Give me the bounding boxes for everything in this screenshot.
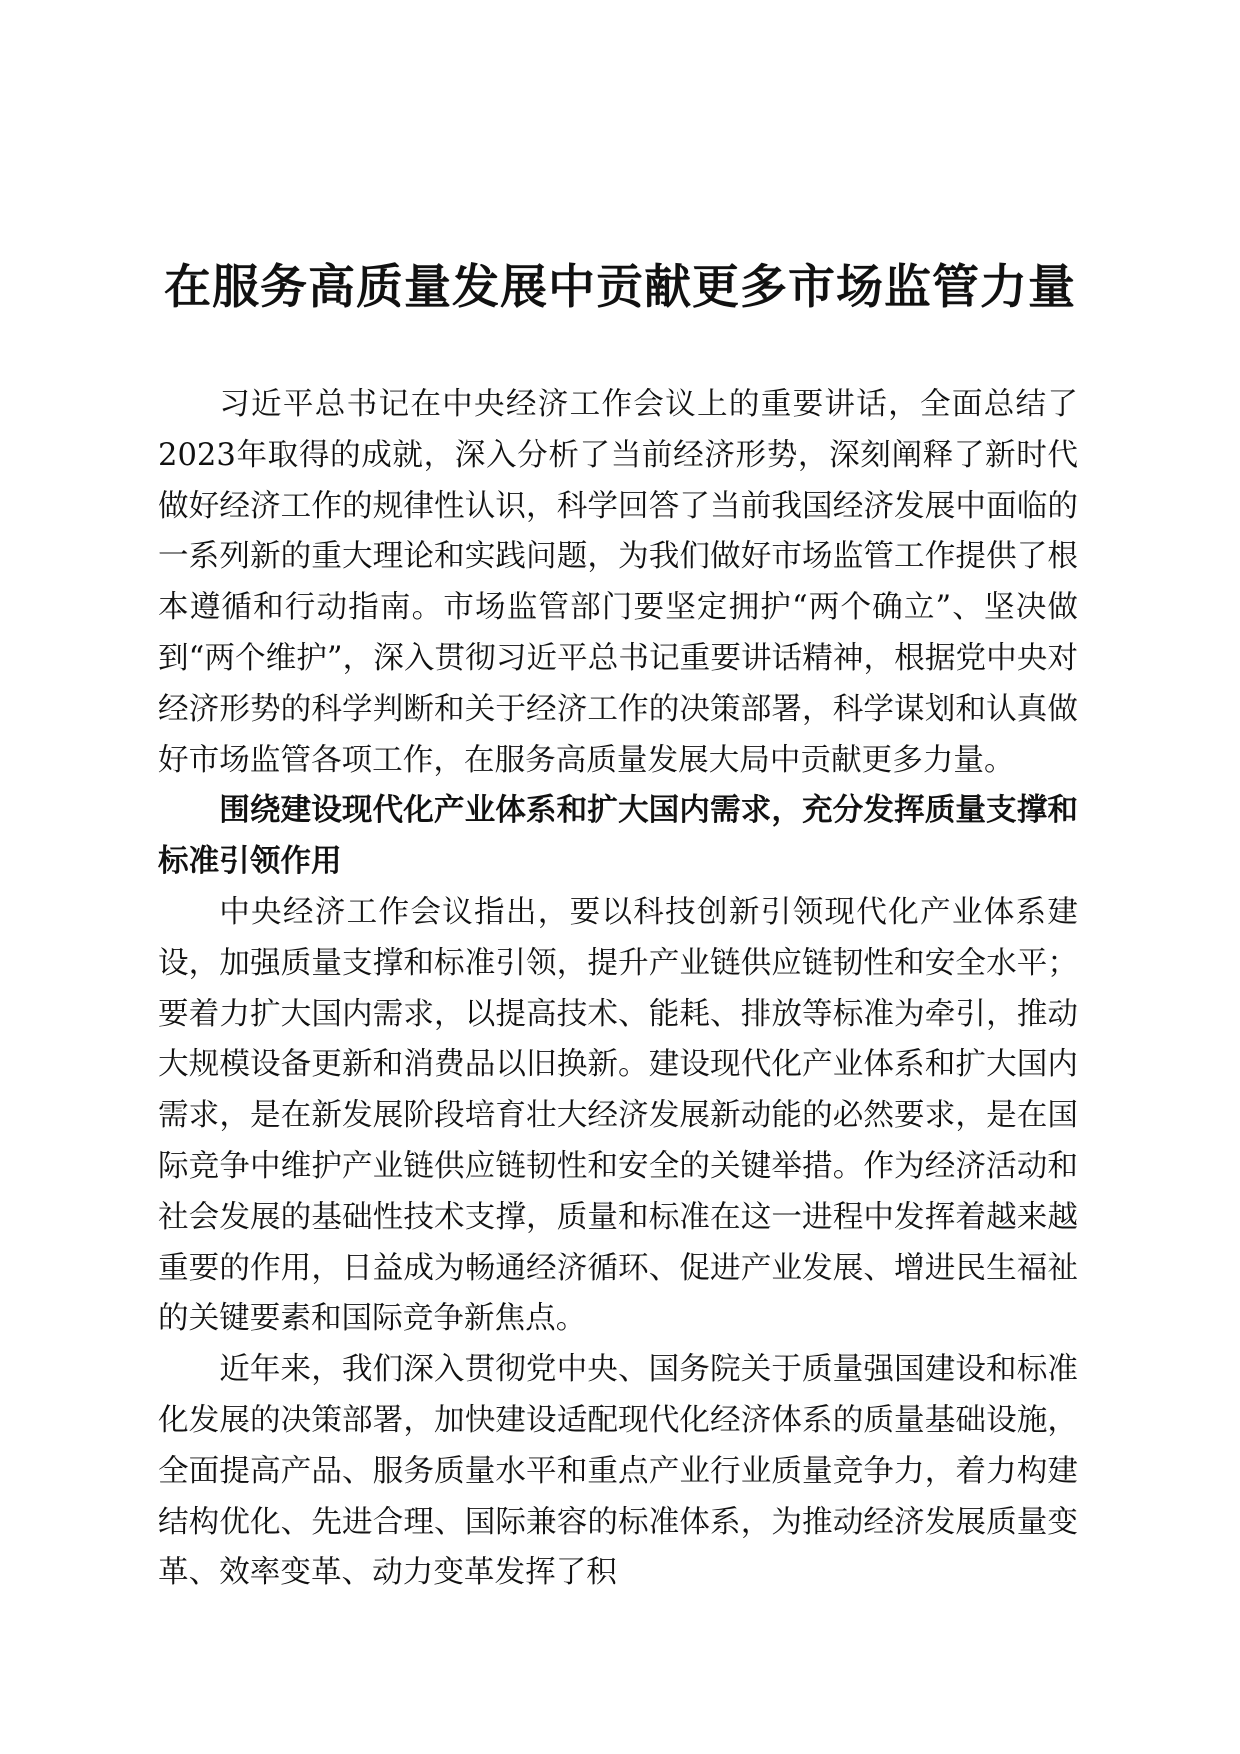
- intro-paragraph: 习近平总书记在中央经济工作会议上的重要讲话，全面总结了2023年取得的成就，深入分析了当前经济形势，深刻阐释了新时代做好经济工作的规律性认识，科学回答了当前我国经济发展中面临的一系列新的重大理论和实践问题，为我们做好市场监管工作提供了根本遵循和行动指南。市场监管部门要坚定拥护“两个确立”、坚决做到“两个维护”，深入贯彻习近平总书记重要讲话精神，根据党中央对经济形势的科学判断和关于经济工作的决策部署，科学谋划和认真做好市场监管各项工作，在服务高质量发展大局中贡献更多力量。: [158, 387, 1078, 778]
- document-title: 在服务高质量发展中贡献更多市场监管力量: [164, 260, 1076, 315]
- section-paragraph-2: 近年来，我们深入贯彻党中央、国务院关于质量强国建设和标准化发展的决策部署，加快建设适配现代化经济体系的质量基础设施，全面提高产品、服务质量水平和重点产业行业质量竞争力，着力构建结构优化、先进合理、国际兼容的标准体系，为推动经济发展质量变革、效率变革、动力变革发挥了积: [158, 1352, 1078, 1591]
- section-paragraph-1: 中央经济工作会议指出，要以科技创新引领现代化产业体系建设，加强质量支撑和标准引领，提升产业链供应链韧性和安全水平；要着力扩大国内需求，以提高技术、能耗、排放等标准为牵引，推动大规模设备更新和消费品以旧换新。建设现代化产业体系和扩大国内需求，是在新发展阶段培育壮大经济发展新动能的必然要求，是在国际竞争中维护产业链供应链韧性和安全的关键举措。作为经济活动和社会发展的基础性技术支撑，质量和标准在这一进程中发挥着越来越重要的作用，日益成为畅通经济循环、促进产业发展、增进民生福祉的关键要素和国际竞争新焦点。: [158, 894, 1078, 1337]
- document-body: [158, 380, 1078, 1599]
- section-heading: 围绕建设现代化产业体系和扩大国内需求，充分发挥质量支撑和标准引领作用: [158, 793, 1078, 880]
